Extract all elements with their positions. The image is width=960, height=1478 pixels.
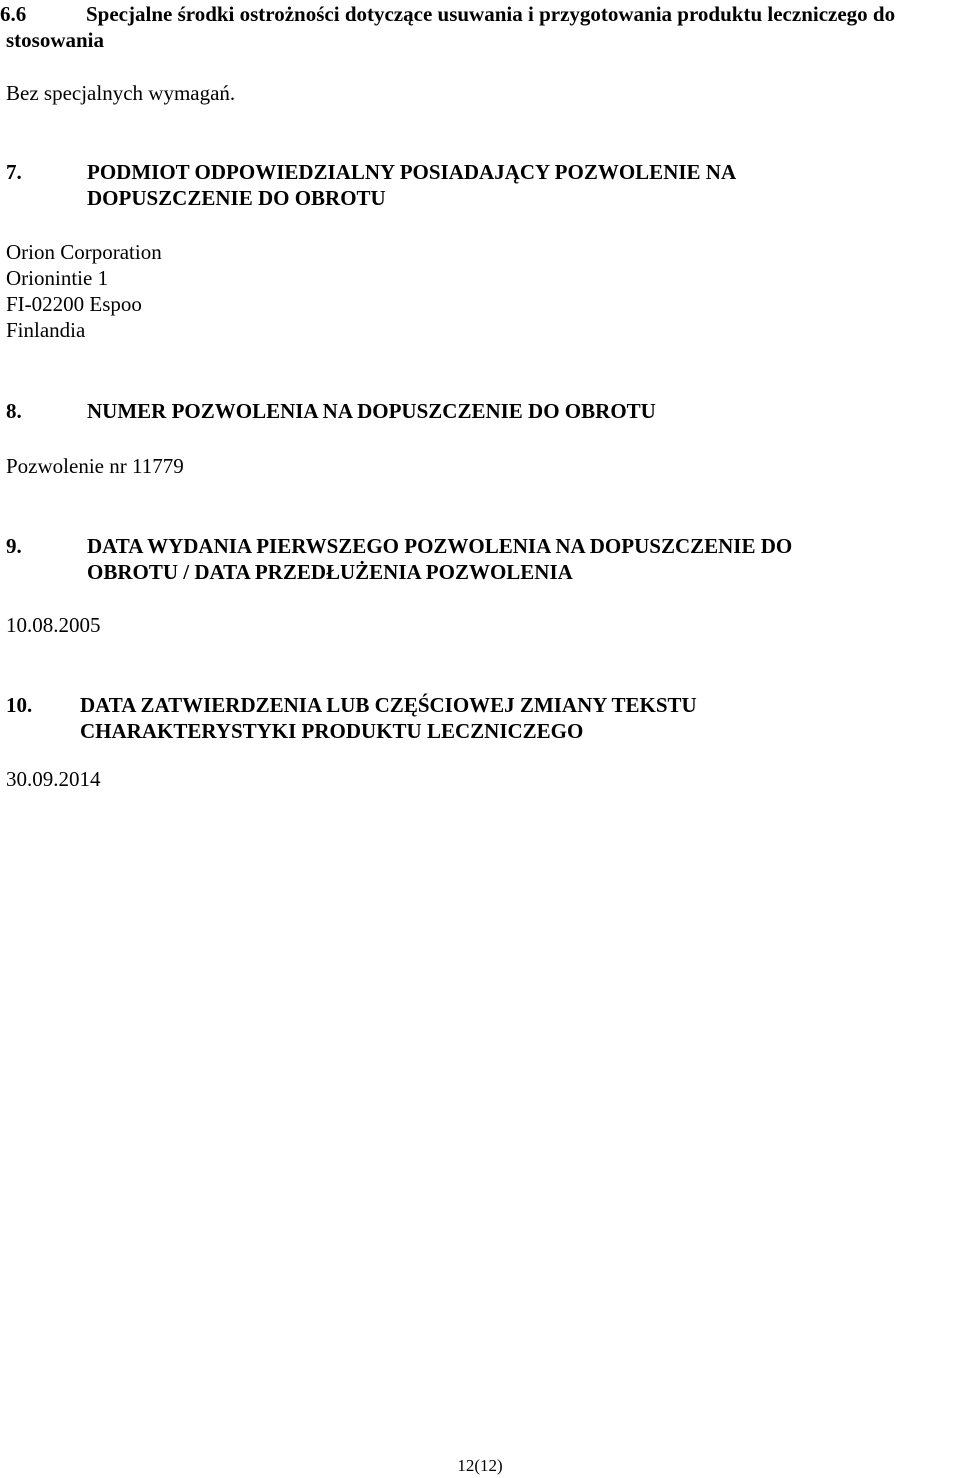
- section-8-number: 8.: [6, 399, 22, 423]
- page-number: 12(12): [457, 1456, 503, 1475]
- section-8: [0, 398, 960, 424]
- address-line-company: Orion Corporation: [6, 240, 162, 264]
- section-9-title-line-1: DATA WYDANIA PIERWSZEGO POZWOLENIA NA DOPUSZCZENIE DO: [87, 534, 793, 558]
- section-8-heading: [0, 398, 960, 424]
- section-7-title: PODMIOT ODPOWIEDZIALNY POSIADAJĄCY POZWOLENIE NA DOPUSZCZENIE DO OBROTU: [87, 160, 735, 210]
- section-6-6-title: Specjalne środki ostrożności dotyczące usuwania i przygotowania produktu leczniczego do stosowania: [6, 2, 896, 52]
- address-line-street: Orionintie 1: [6, 266, 109, 290]
- section-8-title: NUMER POZWOLENIA NA DOPUSZCZENIE DO OBROTU: [87, 399, 656, 423]
- section-8-body: Pozwolenie nr 11779: [6, 454, 184, 478]
- section-10-body-block: [6, 766, 960, 792]
- section-7-heading: [0, 159, 960, 211]
- section-6-6-body-block: [6, 80, 960, 106]
- section-9: [0, 533, 960, 585]
- section-7: [0, 159, 960, 211]
- section-10: [0, 692, 960, 744]
- section-10-body: 30.09.2014: [6, 767, 101, 791]
- section-6-6-heading: [0, 1, 960, 53]
- section-9-body-block: [6, 612, 960, 638]
- section-10-title-line-1: DATA ZATWIERDZENIA LUB CZĘŚCIOWEJ ZMIANY TEKSTU: [80, 693, 697, 717]
- section-6-6-number: 6.6: [0, 2, 27, 26]
- section-9-body: 10.08.2005: [6, 613, 101, 637]
- section-7-address: [6, 239, 960, 343]
- section-8-body-block: [6, 453, 960, 479]
- section-6-6-title-wrap: [0, 1, 960, 53]
- section-6-6: [0, 1, 960, 53]
- section-9-number: 9.: [6, 534, 22, 558]
- address-line-country: Finlandia: [6, 318, 86, 342]
- section-10-title-line-2: CHARAKTERYSTYKI PRODUKTU LECZNICZEGO: [80, 719, 584, 743]
- section-10-number: 10.: [6, 693, 33, 717]
- section-6-6-body: Bez specjalnych wymagań.: [6, 81, 236, 105]
- section-9-heading: [0, 533, 960, 585]
- address-line-city: FI-02200 Espoo: [6, 292, 142, 316]
- section-9-title-line-2: OBROTU / DATA PRZEDŁUŻENIA POZWOLENIA: [87, 560, 573, 584]
- section-10-heading: [0, 692, 960, 744]
- section-7-number: 7.: [6, 160, 22, 184]
